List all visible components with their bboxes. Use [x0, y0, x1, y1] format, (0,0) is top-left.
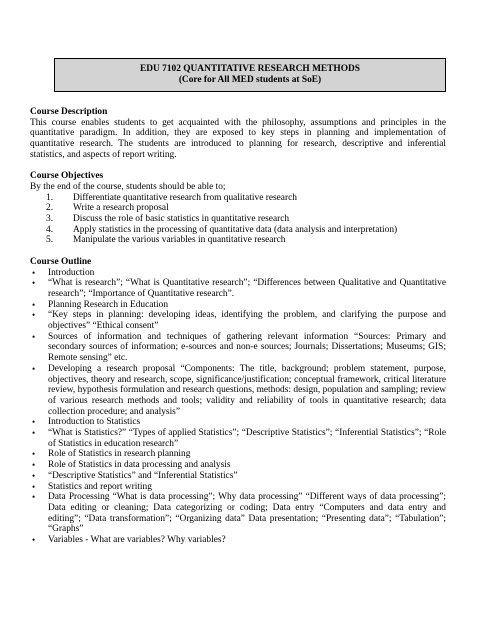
bullet-icon: • — [32, 460, 36, 471]
objective-item — [30, 193, 446, 204]
course-objectives-intro: By the end of the course, students should be able to; — [30, 181, 226, 192]
course-objectives-heading: Course Objectives — [30, 171, 104, 182]
bullet-icon: • — [32, 449, 36, 460]
objective-text: Discuss the role of basic statistics in quantitative research — [73, 214, 290, 225]
objective-text: Manipulate the various variables in quantitative research — [73, 235, 286, 246]
document-content — [30, 107, 446, 546]
bullet-icon: • — [32, 535, 36, 546]
outline-item — [30, 471, 446, 482]
outline-item — [30, 535, 446, 546]
outline-item — [30, 449, 446, 460]
outline-item — [30, 482, 446, 493]
objective-item — [30, 235, 446, 246]
objective-number: 1. — [46, 192, 54, 203]
outline-item — [30, 492, 446, 535]
objective-item — [30, 225, 446, 236]
outline-item — [30, 278, 446, 299]
bullet-icon: • — [32, 267, 36, 278]
outline-text: “Descriptive Statistics” and “Inferential Statistics” — [48, 470, 238, 481]
objective-text: Apply statistics in the processing of quantitative data (data analysis and interpretation) — [73, 224, 398, 235]
course-subtitle: (Core for All MED students at SoE) — [178, 75, 322, 85]
outline-item — [30, 417, 446, 428]
outline-text: Introduction to Statistics — [48, 417, 141, 428]
outline-list — [30, 268, 446, 546]
outline-text: Variables - What are variables? Why variables? — [48, 535, 226, 546]
objective-item — [30, 203, 446, 214]
outline-text: Developing a research proposal “Components: The title, background; problem statement, purpose, objectives, theory and research, scope, significance/justification; conceptual framework, critical literature review, hypothesis formulation and research questions, methods: design, population and sampling; review of various research methods and tools; validity and reliability of tools in quantitative research; data collection procedure; and analysis” — [48, 363, 446, 417]
bullet-icon: • — [32, 428, 36, 439]
outline-item — [30, 300, 446, 311]
bullet-icon: • — [32, 492, 36, 503]
outline-item — [30, 460, 446, 471]
outline-text: “What is research”; “What is Quantitative research”; “Differences between Qualitative and Quantitative research”; “Importance of Quantitative research”. — [48, 278, 446, 299]
objective-number: 3. — [46, 214, 54, 225]
objective-number: 4. — [46, 224, 54, 235]
outline-text: Role of Statistics in data processing and analysis — [48, 460, 231, 471]
bullet-icon: • — [32, 278, 36, 289]
objective-text: Differentiate quantitative research from qualitative research — [73, 192, 297, 203]
bullet-icon: • — [32, 363, 36, 374]
outline-item — [30, 428, 446, 449]
bullet-icon: • — [32, 470, 36, 481]
outline-text: “Key steps in planning: developing ideas, identifying the problem, and clarifying the purpose and objectives” “Ethical consent” — [48, 310, 446, 332]
course-title: EDU 7102 QUANTITATIVE RESEARCH METHODS — [140, 64, 360, 74]
course-outline-section — [30, 257, 446, 546]
outline-text: Role of Statistics in research planning — [48, 449, 191, 460]
outline-text: Planning Research in Education — [48, 299, 169, 310]
bullet-icon: • — [32, 299, 36, 310]
outline-item — [30, 268, 446, 279]
objective-number: 5. — [46, 235, 54, 246]
objective-item — [30, 214, 446, 225]
outline-text: Introduction — [48, 267, 95, 278]
outline-text: Data Processing “What is data processing”; Why data processing” “Different ways of data processing”; Data editing or cleaning; Data categorizing or coding; Data entry “Computers and data entry and editing”; “Data transformation”; “Organizing data” Data presentation; “Presenting data”; “Tabulation”; “Graphs” — [48, 492, 446, 535]
bullet-icon: • — [32, 481, 36, 492]
outline-text: Sources of information and techniques of gathering relevant information “Sources: Primary and secondary sources of information; e-sources and non-e sources; Journals; Dissertations; Museums; GIS; Remote sensing” etc. — [48, 331, 446, 364]
course-description-text: This course enables students to get acquainted with the philosophy, assumptions and principles in the quantitative paradigm. In addition, they are exposed to key steps in planning and implementation of quantitative research. The students are introduced to planning for research, descriptive and inferential statistics, and aspects of report writing. — [30, 117, 446, 160]
outline-item — [30, 364, 446, 418]
course-outline-heading: Course Outline — [30, 256, 92, 267]
outline-item — [30, 332, 446, 364]
outline-item — [30, 310, 446, 331]
objective-text: Write a research proposal — [73, 203, 169, 214]
outline-text: Statistics and report writing — [48, 481, 152, 492]
section-gap — [30, 161, 446, 172]
outline-text: “What is Statistics?” “Types of applied Statistics”; “Descriptive Statistics”; “Inferential Statistics”; “Role of Statistics in education research” — [48, 428, 446, 449]
course-description-section — [30, 107, 446, 161]
course-description-heading: Course Description — [30, 107, 108, 117]
section-gap — [30, 246, 446, 257]
course-objectives-section — [30, 171, 446, 246]
bullet-icon: • — [32, 310, 36, 321]
course-title-box — [54, 58, 446, 92]
objectives-list — [30, 193, 446, 247]
objective-number: 2. — [46, 203, 54, 214]
bullet-icon: • — [32, 417, 36, 428]
bullet-icon: • — [32, 331, 36, 342]
